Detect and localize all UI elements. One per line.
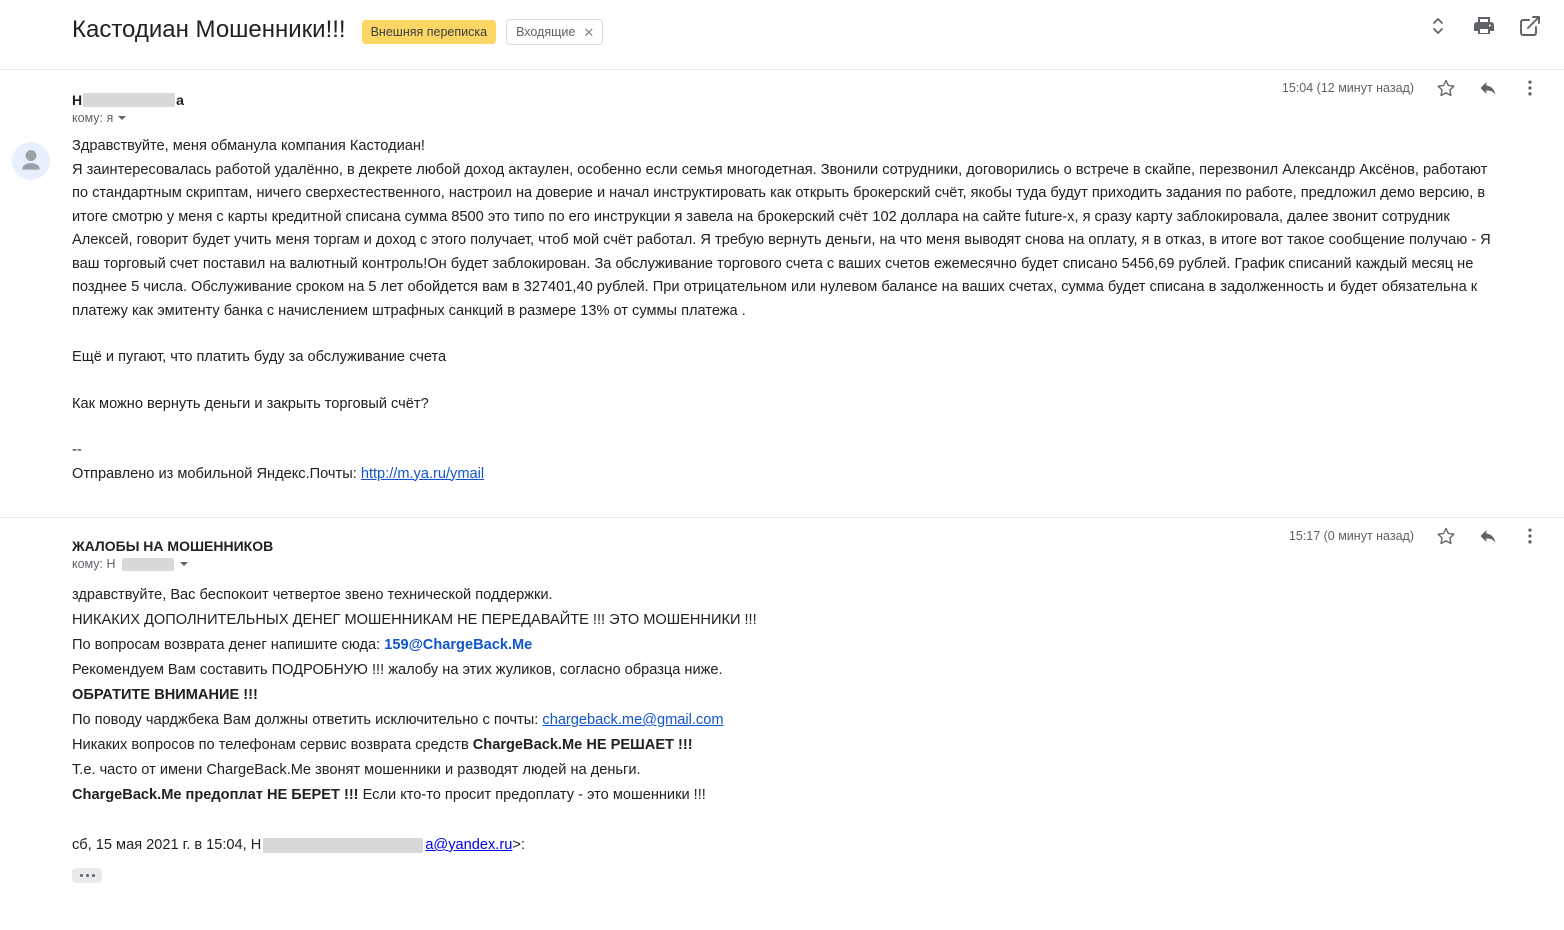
show-trimmed-content-button[interactable] — [72, 868, 102, 883]
header-actions — [1426, 14, 1542, 38]
gmail-link[interactable]: chargeback.me@gmail.com — [542, 712, 724, 728]
chevron-down-icon[interactable] — [118, 116, 126, 120]
recipient-line[interactable] — [72, 557, 1540, 571]
recommendation-line: Рекомендуем Вам составить ПОДРОБНУЮ !!! жалобу на этих жуликов, согласно образца ниже. — [72, 662, 723, 678]
official-mail-text: По поводу чарджбека Вам должны ответить исключительно с почты: — [72, 712, 543, 728]
support-line-1: здравствуйте, Вас беспокоит четвертое звено технической поддержки. — [72, 587, 553, 603]
phone-warning-text: Никаких вопросов по телефонам сервис возврата средств — [72, 737, 473, 753]
spacer — [72, 370, 1500, 393]
close-icon[interactable]: ✕ — [583, 24, 595, 40]
page-title: Кастодиан Мошенники!!! — [72, 16, 346, 43]
spacer — [72, 323, 1500, 346]
prepayment-line — [72, 783, 1500, 808]
more-options-icon[interactable] — [1520, 78, 1540, 98]
main-paragraph: Я заинтересовалась работой удалённо, в декрете любой доход актаулен, особенно если семья многодетная. Звонили сотрудники, договорились о встрече в скайпе, перезвонил Александр Аксёнов, работают по стандартным скриптам, ничего сверхестественного, настроил на доверие и начал инструктировать как открыть брокерский счёт, якобы туда будут приходить задания по работе, предложил демо версию, в итоге смотрю у меня с карты кредитной списана сумма 8500 это типо по его инструкции я завела на брокерский счёт 102 доллара на сайте future-x, я сразу карту заблокировала, далее звонит сотрудник Алексей, говорит будет учить меня торгам и доход с этого получает, чтоб мой счёт работал. Я требую вернуть деньги, на что меня выводят снова на оплату, я в отказ, в итоге вот такое сообщение получаю - Я ваш торговый счет поставил на валютный контроль!Он будет заблокирован. За обслуживание торгового счета с ваших счетов ежемесячно будет списано 5456,69 рублей. График списаний каждый месяц не позднее 5 числа. Обслуживание сроком на 5 лет обойдется вам в 327401,40 рублей. При отрицательном или нулевом балансе на ваших счетах, сумма будет списана в задолженность и будет обязательна к платежу как эмитенту банка с начислением штрафных санкций в размере 13% от суммы платежа . — [72, 161, 1491, 319]
contact-line-text: По вопросам возврата денег напишите сюда: — [72, 637, 385, 653]
signature-separator: -- — [72, 442, 82, 458]
phone-warning-line — [72, 733, 1500, 758]
phone-warning-bold: ChargeBack.Me НЕ РЕШАЕТ !!! — [472, 737, 693, 753]
reply-icon[interactable] — [1478, 526, 1498, 546]
redacted-block — [122, 558, 174, 571]
label-chip-inbox[interactable] — [506, 19, 603, 45]
attention-line: ОБРАТИТЕ ВНИМАНИЕ !!! — [72, 687, 258, 703]
label-chip-text: Входящие — [516, 25, 576, 39]
prepayment-rest: Если кто-то просит предоплату - это мошенники !!! — [358, 787, 706, 803]
message-1-meta — [1282, 78, 1540, 98]
message-2-body — [0, 571, 1540, 808]
body-line-2: Ещё и пугают, что платить буду за обслуживание счета — [72, 349, 447, 365]
recipient-label: кому: я — [72, 111, 114, 125]
impersonation-line: Т.е. часто от имени ChargeBack.Me звонят мошенники и разводят людей на деньги. — [72, 762, 641, 778]
star-icon[interactable] — [1436, 78, 1456, 98]
signature-text: Отправлено из мобильной Яндекс.Почты: — [72, 465, 357, 482]
dot-icon — [86, 874, 89, 877]
open-in-new-window-icon[interactable] — [1518, 14, 1542, 38]
quoted-suffix: >: — [512, 837, 525, 853]
chevron-down-icon[interactable] — [180, 562, 188, 566]
expand-collapse-icon[interactable] — [1426, 14, 1450, 38]
message-1-body — [0, 125, 1540, 486]
warning-line: НИКАКИХ ДОПОЛНИТЕЛЬНЫХ ДЕНЕГ МОШЕННИКАМ НЕ ПЕРЕДАВАЙТЕ !!! ЭТО МОШЕННИКИ !!! — [72, 612, 757, 628]
spacer — [72, 416, 1500, 439]
signature-line — [72, 463, 1500, 487]
contact-line — [72, 633, 1500, 658]
redacted-block — [263, 838, 423, 853]
quoted-email-link[interactable]: a@yandex.ru — [425, 837, 513, 853]
chargeback-email-link[interactable]: 159@ChargeBack.Me — [384, 637, 533, 653]
sender-name-suffix: а — [176, 92, 184, 108]
quoted-header — [0, 808, 1540, 856]
redacted-block — [83, 93, 175, 107]
dot-icon — [92, 874, 95, 877]
body-line-3: Как можно вернуть деньги и закрыть торговый счёт? — [72, 395, 429, 412]
recipient-line[interactable] — [72, 111, 1540, 125]
message-2-header — [0, 518, 1540, 571]
message-timestamp: 15:04 (12 минут назад) — [1281, 81, 1414, 95]
signature-link[interactable]: http://m.ya.ru/ymail — [360, 465, 485, 482]
prepayment-bold: ChargeBack.Me предоплат НЕ БЕРЕТ !!! — [72, 787, 359, 803]
sender-name — [72, 92, 184, 108]
message-timestamp: 15:17 (0 минут назад) — [1288, 529, 1414, 543]
print-icon[interactable] — [1472, 14, 1496, 38]
star-icon[interactable] — [1436, 526, 1456, 546]
message-2 — [0, 518, 1564, 883]
official-mail-line — [72, 708, 1500, 733]
greeting-line: Здравствуйте, меня обманула компания Кастодиан! — [72, 138, 425, 154]
message-1 — [0, 70, 1564, 486]
sender-name-prefix: Н — [72, 92, 83, 108]
message-1-header — [0, 70, 1540, 125]
recipient-label: кому: Н — [72, 557, 116, 571]
subject-header — [0, 0, 1564, 56]
dot-icon — [80, 874, 83, 877]
quoted-prefix: сб, 15 мая 2021 г. в 15:04, Н — [72, 837, 262, 853]
sender-name: ЖАЛОБЫ НА МОШЕННИКОВ — [72, 538, 274, 554]
avatar — [12, 142, 50, 180]
message-2-meta — [1289, 526, 1540, 546]
external-conversation-badge: Внешняя переписка — [362, 20, 496, 44]
reply-icon[interactable] — [1478, 78, 1498, 98]
more-options-icon[interactable] — [1520, 526, 1540, 546]
